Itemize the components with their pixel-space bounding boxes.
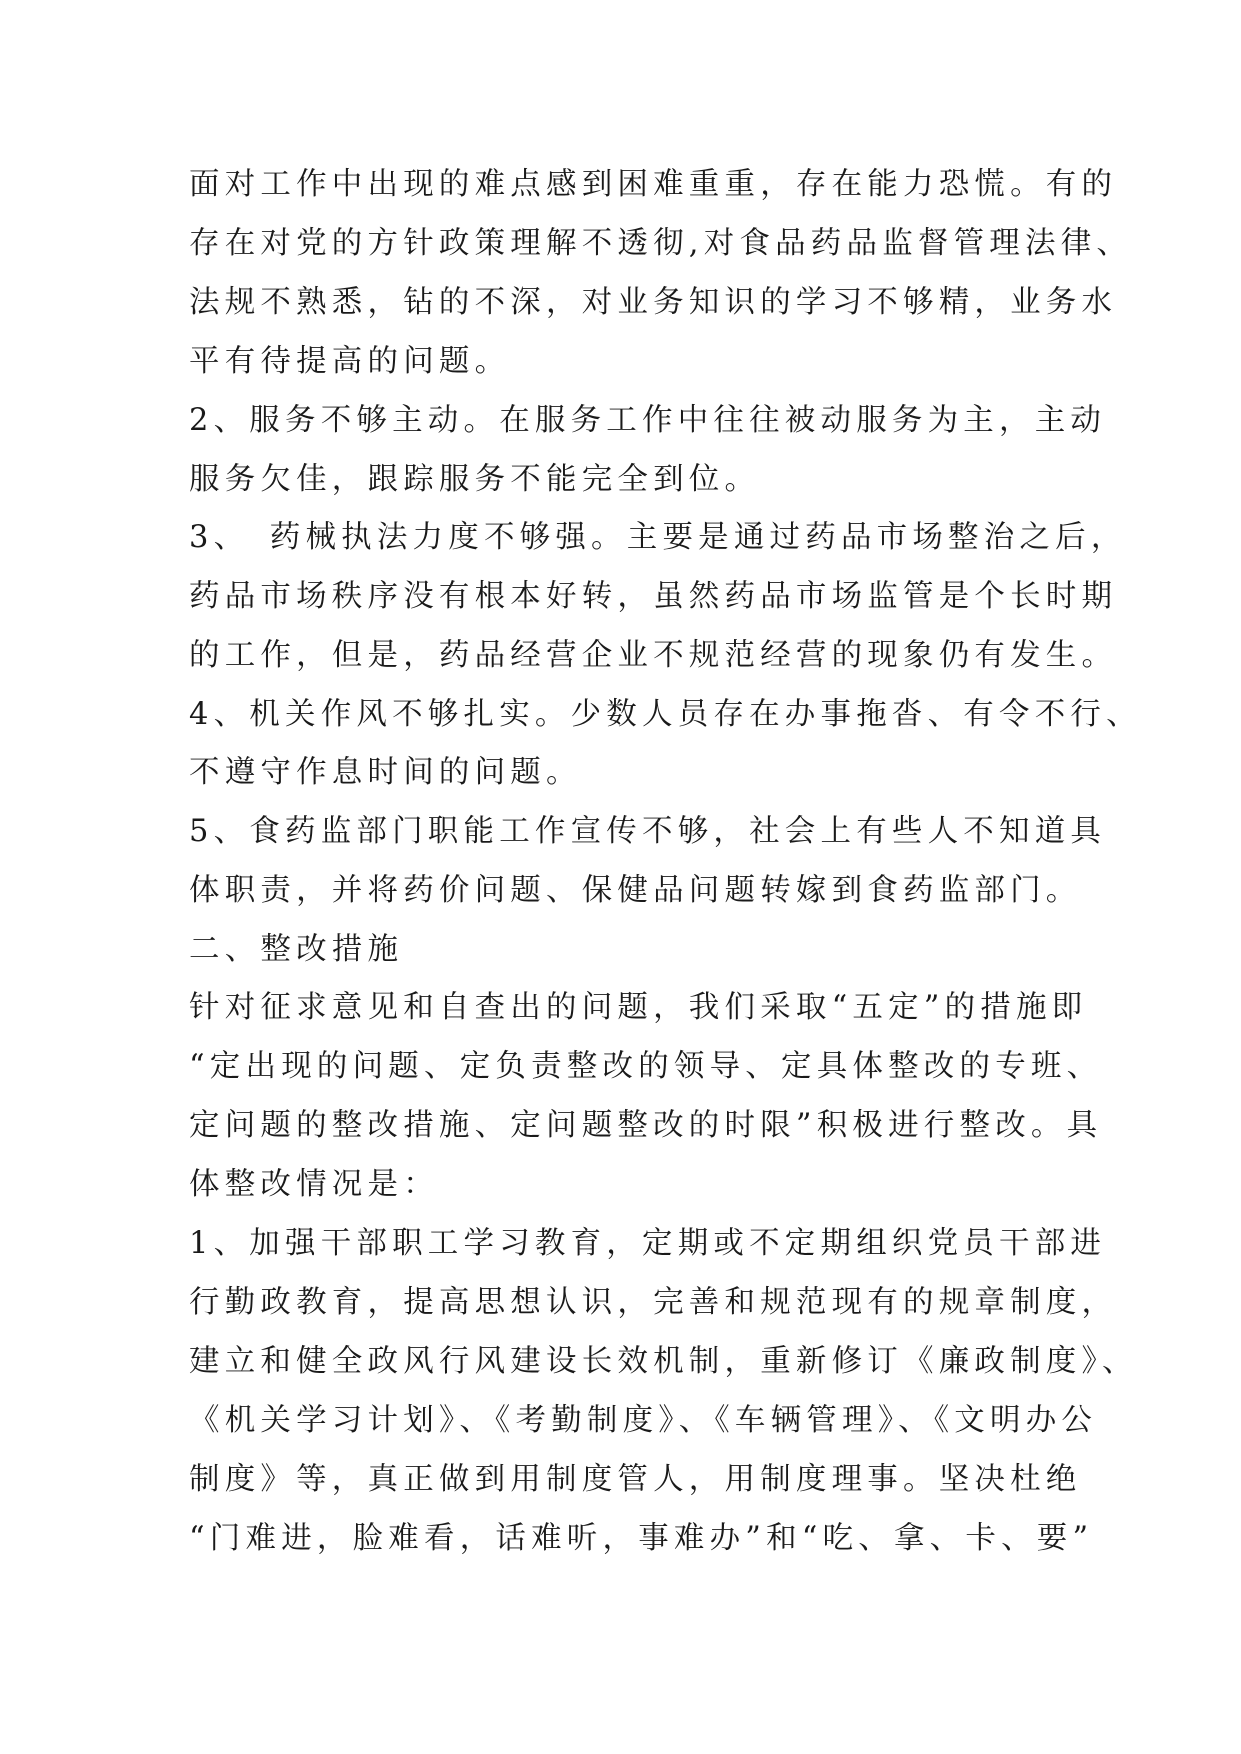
text-line: “定出现的问题、定负责整改的领导、定具体整改的专班、 [189, 1049, 1103, 1084]
text-line: 定问题的整改措施、定问题整改的时限”积极进行整改。具 [189, 1108, 1103, 1143]
text-line: 1、加强干部职工学习教育，定期或不定期组织党员干部进 [189, 1226, 1107, 1261]
text-line: 《机关学习计划》、《考勤制度》、《车辆管理》、《文明办公 [189, 1403, 1098, 1438]
text-line: 不遵守作息时间的问题。 [189, 755, 582, 790]
text-line: “门难进，脸难看，话难听，事难办”和“吃、拿、卡、要” [189, 1521, 1094, 1556]
text-line: 的工作，但是，药品经营企业不规范经营的现象仍有发生。 [189, 638, 1118, 673]
text-line: 服务欠佳，跟踪服务不能完全到位。 [189, 462, 761, 497]
text-line: 针对征求意见和自查出的问题，我们采取“五定”的措施即 [189, 990, 1088, 1025]
section-heading: 二、整改措施 [189, 932, 404, 967]
text-line: 平有待提高的问题。 [189, 344, 511, 379]
text-line: 行勤政教育，提高思想认识，完善和规范现有的规章制度， [189, 1285, 1118, 1320]
text-line: 存在对党的方针政策理解不透彻,对食品药品监督管理法律、 [189, 226, 1133, 261]
text-line: 药品市场秩序没有根本好转，虽然药品市场监管是个长时期 [189, 579, 1118, 614]
text-line: 法规不熟悉，钻的不深，对业务知识的学习不够精，业务水 [189, 285, 1118, 320]
text-line: 建立和健全政风行风建设长效机制，重新修订《廉政制度》、 [189, 1344, 1138, 1379]
text-line: 面对工作中出现的难点感到困难重重，存在能力恐慌。有的 [189, 167, 1118, 202]
text-line: 体整改情况是： [189, 1167, 439, 1202]
text-line: 体职责，并将药价问题、保健品问题转嫁到食药监部门。 [189, 873, 1082, 908]
text-line: 2、服务不够主动。在服务工作中往往被动服务为主，主动 [189, 403, 1107, 438]
text-line: 制度》等，真正做到用制度管人，用制度理事。坚决杜绝 [189, 1462, 1082, 1497]
text-line: 5、食药监部门职能工作宣传不够，社会上有些人不知道具 [189, 814, 1107, 849]
text-line: 4、机关作风不够扎实。少数人员存在办事拖沓、有令不行、 [189, 697, 1142, 732]
text-line: 3、 药械执法力度不够强。主要是通过药品市场整治之后， [189, 520, 1127, 555]
